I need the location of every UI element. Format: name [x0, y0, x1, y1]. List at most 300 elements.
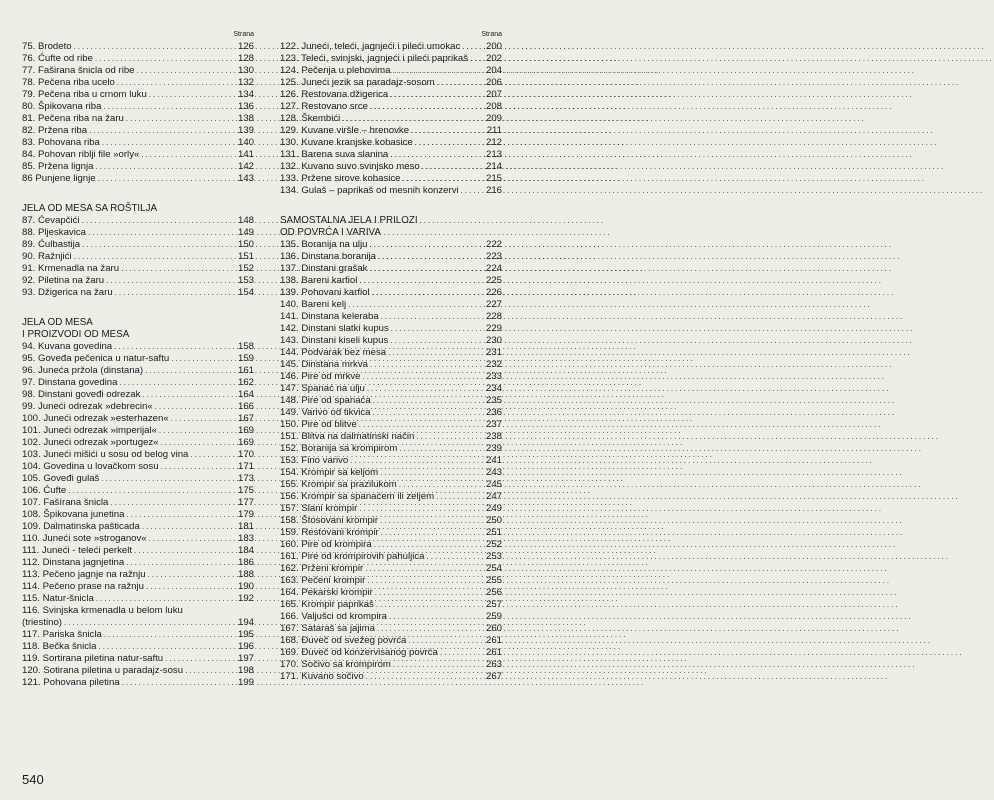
toc-entry [280, 311, 502, 323]
toc-entry-title: 79. Pečena riba u crnom luku [22, 89, 147, 100]
toc-entry-title: 167. Sataraš sa jajima [280, 623, 375, 634]
dot-leader [148, 569, 236, 581]
toc-entry-title: 119. Sortirana piletina natur-saftu [22, 653, 164, 664]
toc-entry-title: 169. Đuveč od konzervisanog povrća [280, 647, 438, 658]
toc-entry-title: 102. Juneći odrezak »portugez« [22, 437, 159, 448]
toc-entry-title: 105. Goveđi gulaš [22, 473, 100, 484]
toc-entry-page: 194 [237, 617, 254, 628]
toc-entry [22, 593, 254, 605]
toc-entry-page: 245 [485, 479, 502, 490]
toc-entry-page: 243 [485, 467, 502, 478]
toc-entry-page: 214 [485, 161, 502, 172]
dot-leader [399, 479, 484, 491]
dot-leader [82, 239, 236, 251]
dot-leader [415, 137, 484, 149]
toc-entry [280, 239, 502, 251]
dot-leader [369, 239, 484, 251]
toc-entry-page: 241 [485, 455, 502, 466]
dot-leader [366, 671, 484, 683]
toc-entry-page: 130 [237, 65, 254, 76]
toc-entry-title: 132. Kuvano suvo svinjsko meso [280, 161, 420, 172]
toc-entry-title: 152. Boranija sa krompirom [280, 443, 398, 454]
dot-leader [88, 227, 236, 239]
dot-leader [437, 77, 484, 89]
toc-entry-page: 235 [485, 395, 502, 406]
dot-leader [82, 215, 236, 227]
toc-entry [280, 347, 502, 359]
toc-entry-page: 179 [237, 509, 254, 520]
toc-entry-title: 82. Pržena riba [22, 125, 88, 136]
toc-entry [22, 413, 254, 425]
toc-entry-page: 260 [485, 623, 502, 634]
toc-entry [280, 647, 502, 659]
toc-entry [22, 227, 254, 239]
toc-entry [280, 65, 502, 77]
toc-entry-page: 256 [485, 587, 502, 598]
toc-entry-page: 247 [485, 491, 502, 502]
toc-entry-page: 153 [237, 275, 254, 286]
toc-entry-page: 142 [237, 161, 254, 172]
toc-entry-title: 78. Pečena riba ucelo [22, 77, 115, 88]
toc-entry [22, 521, 254, 533]
dot-leader [359, 419, 484, 431]
toc-entry [22, 239, 254, 251]
toc-entry-page: 254 [485, 563, 502, 574]
toc-entry [22, 545, 254, 557]
toc-entry-page: 175 [237, 485, 254, 496]
toc-entry [22, 437, 254, 449]
dot-leader [422, 161, 484, 173]
toc-entry [22, 263, 254, 275]
dot-leader [190, 449, 236, 461]
toc-entry-page: 213 [485, 149, 502, 160]
dot-leader [470, 53, 484, 65]
toc-entry-title: 117. Pariska šnicla [22, 629, 102, 640]
toc-entry [22, 149, 254, 161]
dot-leader [98, 641, 236, 653]
toc-entry-title: 147. Spanać na ulju [280, 383, 365, 394]
toc-entry-page: 238 [485, 431, 502, 442]
toc-entry-title: 92. Piletina na žaru [22, 275, 105, 286]
toc-entry [280, 137, 502, 149]
dot-leader [389, 611, 484, 623]
toc-group-meat [22, 341, 254, 689]
toc-entry-title: 121. Pohovana piletina [22, 677, 120, 688]
toc-entry-title: 109. Dalmatinska pašticada [22, 521, 140, 532]
dot-leader [110, 497, 236, 509]
toc-entry-title: 112. Dinstana jagnjetina [22, 557, 125, 568]
toc-entry-title: 107. Fašírana šnicla [22, 497, 109, 508]
toc-entry-title: 94. Kuvana govedina [22, 341, 113, 352]
toc-entry [22, 401, 254, 413]
dot-leader [342, 113, 484, 125]
toc-entry [280, 407, 502, 419]
toc-entry-page: 173 [237, 473, 254, 484]
toc-entry-title: 134. Gulaš – paprikaš od mesnih konzervi [280, 185, 459, 196]
toc-entry-title: 114. Pečeno prase na ražnju [22, 581, 144, 592]
toc-entry-title: 131. Barena suva slanina [280, 149, 389, 160]
toc-entry-title: 118. Bečka šnicla [22, 641, 97, 652]
dot-leader [370, 359, 484, 371]
toc-entry-title: 106. Ćufte [22, 485, 67, 496]
toc-entry-page: 216 [485, 185, 502, 196]
toc-entry [22, 617, 254, 629]
toc-entry-page: 239 [485, 443, 502, 454]
dot-leader [104, 629, 236, 641]
toc-entry-page: 225 [485, 275, 502, 286]
toc-entry-page: 140 [237, 137, 254, 148]
toc-entry-title: 137. Dinstani grašak [280, 263, 368, 274]
toc-entry-title: 135. Boranija na ulju [280, 239, 368, 250]
toc-entry-page: 259 [485, 611, 502, 622]
toc-entry [22, 653, 254, 665]
toc-entry-page: 161 [237, 365, 254, 376]
toc-entry-title: 141. Dinstana keleraba [280, 311, 379, 322]
dot-leader [399, 443, 484, 455]
toc-entry-title: 165. Krompir paprikaš [280, 599, 374, 610]
dot-leader [388, 347, 484, 359]
toc-entry-page: 226 [485, 287, 502, 298]
toc-entry-page: 169 [237, 437, 254, 448]
section-heading: SAMOSTALNA JELA I PRILOZI [280, 215, 418, 226]
toc-entry [280, 287, 502, 299]
toc-entry-page: 190 [237, 581, 254, 592]
toc-entry-page: 186 [237, 557, 254, 568]
dot-leader [373, 395, 484, 407]
toc-entry-page: 170 [237, 449, 254, 460]
toc-entry [280, 41, 502, 53]
toc-entry [22, 287, 254, 299]
toc-entry [22, 65, 254, 77]
toc-entry [280, 515, 502, 527]
toc-entry-title: 122. Juneći, teleći, jagnjeći i pileći umokac [280, 41, 461, 52]
toc-entry [22, 341, 254, 353]
toc-entry-title: 115. Natur-šnicla [22, 593, 94, 604]
toc-entry-title: 110. Juneći sote »stroganov« [22, 533, 147, 544]
toc-entry [22, 53, 254, 65]
toc-entry-title: 89. Ćulbastija [22, 239, 81, 250]
dot-leader [126, 557, 236, 569]
left-column [22, 30, 254, 689]
dot-leader [161, 461, 236, 473]
toc-entry-page: 126 [237, 41, 254, 52]
dot-leader [101, 473, 236, 485]
toc-entry [280, 551, 502, 563]
toc-entry [22, 41, 254, 53]
dot-leader [171, 353, 236, 365]
dot-leader [461, 185, 484, 197]
toc-entry-page: 255 [485, 575, 502, 586]
dot-leader [159, 425, 236, 437]
toc-entry [280, 599, 502, 611]
toc-entry [22, 629, 254, 641]
dot-leader [390, 89, 484, 101]
toc-entry-title: 123. Teleći, svinjski, jagnjeći i pileći paprikaš [280, 53, 469, 64]
toc-entry-title: 153. Fino varivo [280, 455, 349, 466]
dot-leader [376, 599, 484, 611]
toc-entry-title: 124. Pečenja u plehovima [280, 65, 391, 76]
dot-leader [115, 287, 236, 299]
dot-leader [363, 371, 484, 383]
toc-entry [280, 455, 502, 467]
dot-leader [74, 251, 236, 263]
dot-leader [74, 41, 236, 53]
dot-leader [365, 563, 484, 575]
toc-entry-page: 233 [485, 371, 502, 382]
toc-entry-title: 148. Pire od spanaća [280, 395, 371, 406]
toc-entry-title: 93. Džigerica na žaru [22, 287, 113, 298]
toc-entry-page: 227 [485, 299, 502, 310]
toc-entry-page: 134 [237, 89, 254, 100]
toc-entry-title: 156. Krompir sa spanaćem ili zeljem [280, 491, 435, 502]
toc-entry-title: 91. Krmenadla na žaru [22, 263, 120, 274]
toc-entry [280, 359, 502, 371]
dot-leader [436, 491, 484, 503]
page-column-header: Strana [233, 31, 254, 38]
toc-entry [280, 371, 502, 383]
toc-entry-title: 111. Juneći - teleći perkelt [22, 545, 133, 556]
dot-leader [114, 341, 236, 353]
toc-entry [280, 575, 502, 587]
toc-entry [280, 149, 502, 161]
dot-leader [372, 407, 484, 419]
toc-entry-title: 133. Pržene sirove kobasice [280, 173, 401, 184]
toc-entry [280, 623, 502, 635]
toc-entry-page: 230 [485, 335, 502, 346]
toc-entry-title: 75. Brodeto [22, 41, 72, 52]
page-number: 540 [22, 772, 44, 787]
toc-entry-title: 77. Faširana šnicla od ribe [22, 65, 135, 76]
toc-entry-page: 234 [485, 383, 502, 394]
dot-leader [375, 587, 484, 599]
dot-leader [165, 653, 236, 665]
toc-entry-page: 171 [237, 461, 254, 472]
toc-entry [280, 635, 502, 647]
toc-entry-title: 96. Juneća pržola (dinstana) [22, 365, 144, 376]
dot-leader [121, 263, 236, 275]
dot-leader [142, 521, 236, 533]
toc-entry-title: 139. Pohovani karfiol [280, 287, 370, 298]
toc-entry-page: 198 [237, 665, 254, 676]
toc-entry-title: 151. Blitva na dalmatinski način [280, 431, 415, 442]
dot-leader [370, 101, 484, 113]
toc-entry [280, 539, 502, 551]
toc-entry [280, 335, 502, 347]
dot-leader [348, 299, 484, 311]
toc-entry [22, 89, 254, 101]
dot-leader [390, 335, 484, 347]
toc-entry-title: 120. Sotirana piletina u paradajz-sosu [22, 665, 184, 676]
toc-entry [22, 449, 254, 461]
toc-entry-title: 160. Pire od krompira [280, 539, 372, 550]
toc-entry [22, 557, 254, 569]
dot-leader [126, 113, 236, 125]
toc-entry-title: 100. Juneći odrezak »esterhazen« [22, 413, 169, 424]
toc-entry-title: 159. Restovani krompir [280, 527, 379, 538]
toc-entry [280, 173, 502, 185]
dot-leader [378, 251, 484, 263]
dot-leader [119, 377, 236, 389]
toc-entry [280, 125, 502, 137]
toc-entry-title: 154. Krompir sa keljom [280, 467, 379, 478]
dot-leader [369, 263, 484, 275]
toc-entry-title: 143. Dinstani kiseli kupus [280, 335, 389, 346]
toc-entry [280, 113, 502, 125]
toc-entry-page: 237 [485, 419, 502, 430]
toc-entry-page: 202 [485, 53, 502, 64]
toc-entry [22, 137, 254, 149]
toc-entry [280, 611, 502, 623]
toc-entry [280, 491, 502, 503]
toc-group-grill [22, 215, 254, 299]
toc-entry-page: 200 [485, 41, 502, 52]
toc-entry-page: 249 [485, 503, 502, 514]
toc-entry [280, 479, 502, 491]
toc-entry [280, 161, 502, 173]
dot-leader [137, 65, 236, 77]
toc-entry-title: 116. Svinjska krmenadla u belom luku [22, 605, 183, 616]
toc-entry-page: 143 [237, 173, 254, 184]
toc-entry [280, 671, 502, 683]
toc-entry-page: 149 [237, 227, 254, 238]
toc-entry [22, 497, 254, 509]
dot-leader [359, 503, 484, 515]
toc-entry [280, 443, 502, 455]
toc-entry-page: 158 [237, 341, 254, 352]
dot-leader [403, 173, 484, 185]
toc-entry-title: (triestino) [22, 617, 62, 628]
toc-entry-title: 163. Pečeni krompir [280, 575, 366, 586]
toc-entry-title: 146. Pire od mrkve [280, 371, 361, 382]
toc-entry [280, 587, 502, 599]
dot-leader [381, 527, 484, 539]
toc-entry-page: 151 [237, 251, 254, 262]
toc-entry [280, 419, 502, 431]
toc-entry-title: 80. Špikovana riba [22, 101, 102, 112]
dot-leader [377, 623, 484, 635]
toc-entry-title: 86 Punjene lignje [22, 173, 96, 184]
toc-entry-title: 166. Valjušci od krompira [280, 611, 388, 622]
toc-entry [280, 263, 502, 275]
dot-leader [171, 413, 236, 425]
toc-entry-title: 144. Podvarak bez mesa [280, 347, 387, 358]
toc-entry-page: 206 [485, 77, 502, 88]
toc-entry [22, 485, 254, 497]
dot-leader [141, 149, 236, 161]
toc-entry-page: 263 [485, 659, 502, 670]
toc-entry-page: 195 [237, 629, 254, 640]
toc-entry [280, 395, 502, 407]
dot-leader [149, 533, 236, 545]
toc-entry-page: 199 [237, 677, 254, 688]
toc-entry-page: 208 [485, 101, 502, 112]
dot-leader [185, 665, 236, 677]
toc-entry-title: 136. Dinstana boranija [280, 251, 377, 262]
section-heading-line2: I PROIZVODI OD MESA [22, 329, 130, 340]
toc-entry-title: 168. Đuveč od svežeg povrća [280, 635, 407, 646]
toc-entry-page: 196 [237, 641, 254, 652]
toc-entry-page: 148 [237, 215, 254, 226]
toc-entry [22, 581, 254, 593]
toc-entry-page: 223 [485, 251, 502, 262]
toc-entry-page: 231 [485, 347, 502, 358]
toc-entry [22, 473, 254, 485]
toc-entry-page: 192 [237, 593, 254, 604]
dot-leader [391, 323, 484, 335]
toc-entry-title: 103. Juneći mišići u sosu od belog vina [22, 449, 189, 460]
toc-entry-title: 128. Škembići [280, 113, 341, 124]
section-heading-line2: OD POVRĆA I VARIVA [280, 227, 381, 238]
toc-entry-title: 84. Pohovan riblji file »orly« [22, 149, 140, 160]
toc-entry [280, 659, 502, 671]
toc-entry [22, 173, 254, 185]
toc-entry-title: 98. Dinstani goveđi odrezak [22, 389, 141, 400]
toc-entry-title: 164. Pekarski krompir [280, 587, 373, 598]
dot-leader [98, 173, 236, 185]
toc-entry [280, 185, 502, 197]
dot-leader [64, 617, 236, 629]
toc-entry-title: 95. Goveđa pečenica u natur-saftu [22, 353, 170, 364]
toc-entry [22, 377, 254, 389]
dot-leader [359, 275, 484, 287]
dot-leader [117, 77, 236, 89]
dot-leader [95, 161, 236, 173]
dot-leader [381, 311, 484, 323]
toc-entry [22, 365, 254, 377]
toc-entry [280, 53, 502, 65]
toc-entry-title: 97. Dinstana govedina [22, 377, 118, 388]
toc-entry-title: 155. Krompir sa prazilukom [280, 479, 397, 490]
dot-leader [380, 467, 484, 479]
toc-entry [280, 89, 502, 101]
toc-entry-page: 197 [237, 653, 254, 664]
toc-entry-page: 184 [237, 545, 254, 556]
dot-leader [89, 125, 236, 137]
toc-entry-title: 126. Restovana džigerica [280, 89, 389, 100]
toc-entry [22, 161, 254, 173]
toc-entry-page: 229 [485, 323, 502, 334]
toc-entry [22, 125, 254, 137]
toc-entry [22, 251, 254, 263]
toc-entry [280, 431, 502, 443]
dot-leader [95, 53, 236, 65]
toc-entry-page: 166 [237, 401, 254, 412]
toc-entry [22, 389, 254, 401]
toc-entry-page: 167 [237, 413, 254, 424]
toc-entry-title: 83. Pohovana riba [22, 137, 100, 148]
toc-entry-title: 157. Slani krompir [280, 503, 358, 514]
toc-entry-title: 138. Bareni karfiol [280, 275, 358, 286]
toc-entry-page: 250 [485, 515, 502, 526]
toc-entry-page: 164 [237, 389, 254, 400]
toc-entry [280, 563, 502, 575]
toc-entry [22, 215, 254, 227]
toc-entry-page: 169 [237, 425, 254, 436]
toc-entry-page: 183 [237, 533, 254, 544]
toc-entry-title: 76. Ćufte od ribe [22, 53, 93, 64]
toc-entry-title: 140. Bareni kelj [280, 299, 347, 310]
dot-leader [411, 125, 485, 137]
toc-entry-page: 181 [237, 521, 254, 532]
toc-entry [280, 383, 502, 395]
dot-leader [367, 575, 484, 587]
dot-leader [408, 635, 484, 647]
toc-entry-page: 252 [485, 539, 502, 550]
toc-entry-page: 188 [237, 569, 254, 580]
toc-entry-title: 104. Govedina u lovačkom sosu [22, 461, 159, 472]
toc-entry [280, 77, 502, 89]
toc-entry-title: 85. Pržena lignja [22, 161, 94, 172]
